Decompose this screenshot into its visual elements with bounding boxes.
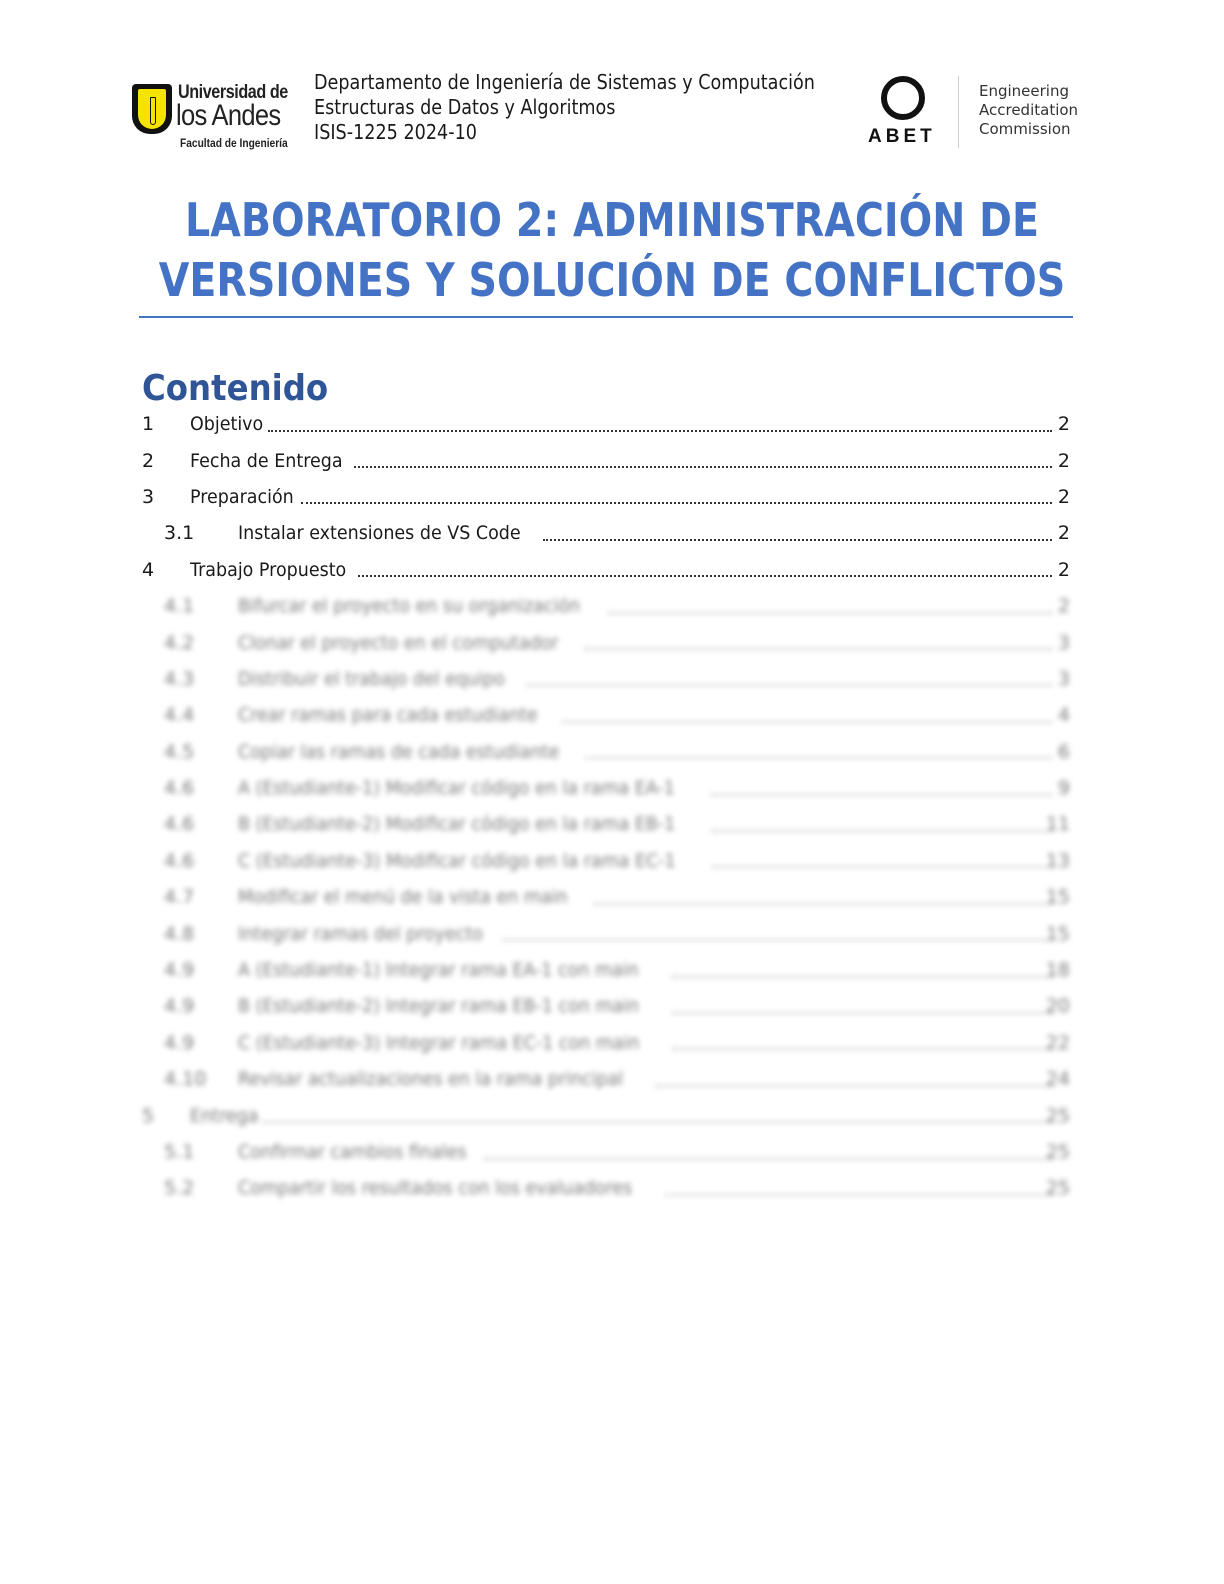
toc-entry-label[interactable]: Revisar actualizaciones en la rama principal	[238, 1068, 624, 1091]
toc-entry[interactable]	[142, 406, 1072, 442]
toc-entry-label[interactable]: Clonar el proyecto en el computador	[238, 631, 559, 654]
toc-entry-number: 4.9	[164, 959, 195, 982]
toc-dot-leader	[671, 975, 1052, 978]
toc-entry-text	[238, 741, 1052, 763]
toc-entry-label[interactable]: Compartir los resultados con los evaluadores	[238, 1177, 633, 1200]
toc-entry-label[interactable]: Instalar extensiones de VS Code	[238, 522, 521, 545]
toc-entry-label[interactable]: Preparación	[190, 485, 294, 508]
toc-entry-label[interactable]: C (Estudiante-3) Modificar código en la rama EC-1	[238, 849, 676, 872]
toc-entry[interactable]	[142, 624, 1072, 660]
toc-entry-page: 13	[1045, 849, 1070, 872]
department-name: Departamento de Ingeniería de Sistemas y Computación	[314, 70, 815, 94]
course-info	[314, 70, 815, 145]
toc-entry-text	[190, 413, 1052, 435]
toc-entry[interactable]	[142, 1170, 1072, 1206]
toc-entry-number: 1	[142, 413, 155, 436]
toc-entry-number: 3.1	[164, 522, 195, 545]
toc-entry-page: 25	[1045, 1141, 1070, 1163]
toc-entry-text	[238, 1032, 1052, 1054]
toc-entry-page: 24	[1045, 1068, 1070, 1091]
abet-divider	[958, 76, 959, 148]
toc-entry-number: 4.1	[164, 595, 195, 618]
toc-entry-number: 4.3	[164, 667, 195, 690]
toc-entry-number: 4.4	[164, 704, 195, 727]
toc-entry-number: 5	[142, 1104, 155, 1127]
toc-entry-page: 2	[1057, 558, 1070, 581]
toc-entry-page: 9	[1057, 777, 1070, 800]
toc-dot-leader	[268, 429, 1052, 432]
toc-entry-text	[238, 1141, 1052, 1163]
title-underline	[139, 316, 1073, 318]
toc-entry-label[interactable]: Fecha de Entrega	[190, 449, 343, 472]
toc-entry[interactable]	[142, 952, 1072, 988]
toc-entry-text	[238, 704, 1052, 726]
course-name: Estructuras de Datos y Algoritmos	[314, 95, 616, 119]
toc-entry-page: 3	[1057, 667, 1070, 690]
toc-entry-page: 25	[1045, 1104, 1070, 1127]
toc-entry-text	[238, 668, 1052, 690]
toc-entry[interactable]	[142, 1134, 1072, 1170]
course-code: ISIS-1225 2024-10	[314, 120, 478, 144]
toc-entry[interactable]	[142, 1097, 1072, 1133]
logo-university-line2: los Andes	[176, 99, 281, 132]
toc-entry-text	[238, 923, 1052, 945]
document-title	[0, 190, 1224, 310]
toc-entry-page: 22	[1045, 1031, 1070, 1054]
toc-entry-number: 4.2	[164, 631, 195, 654]
uniandes-shield-icon	[132, 84, 172, 134]
toc-entry-page: 2	[1057, 449, 1070, 472]
toc-dot-leader	[608, 611, 1052, 614]
toc-dot-leader	[584, 647, 1052, 650]
toc-entry-number: 4.6	[164, 813, 195, 836]
toc-entry-label[interactable]: A (Estudiante-1) Integrar rama EA-1 con main	[238, 959, 639, 982]
toc-entry-number: 5.2	[164, 1177, 195, 1200]
toc-entry-number: 4.6	[164, 849, 195, 872]
toc-entry[interactable]	[142, 734, 1072, 770]
toc-entry[interactable]	[142, 806, 1072, 842]
toc-entry-number: 4.6	[164, 777, 195, 800]
toc-entry-label[interactable]: Entrega	[190, 1104, 259, 1127]
toc-entry-page: 2	[1057, 413, 1070, 436]
toc-entry-text	[238, 1177, 1052, 1199]
uniandes-logo	[130, 82, 300, 152]
toc-dot-leader	[665, 1193, 1052, 1196]
toc-entry-page: 2	[1057, 485, 1070, 508]
abet-line1: Engineering	[979, 82, 1069, 100]
toc-dot-leader	[672, 1011, 1052, 1014]
toc-dot-leader	[354, 465, 1052, 468]
toc-entry-page: 2	[1057, 595, 1070, 618]
toc-entry-label[interactable]: C (Estudiante-3) Integrar rama EC-1 con main	[238, 1031, 640, 1054]
toc-entry[interactable]	[142, 1061, 1072, 1097]
toc-entry-number: 4.8	[164, 922, 195, 945]
abet-logo	[866, 72, 1096, 152]
toc-entry-text	[190, 559, 1052, 581]
toc-dot-leader	[526, 683, 1052, 686]
toc-dot-leader	[262, 1120, 1052, 1123]
toc-entry-label[interactable]: Distribuir el trabajo del equipo	[238, 667, 505, 690]
toc-entry-text	[238, 813, 1052, 835]
toc-entry-number: 4	[142, 558, 155, 581]
toc-entry-page: 20	[1045, 995, 1070, 1018]
toc-entry-label[interactable]: Modificar el menú de la vista en main	[238, 886, 568, 909]
toc-entry-text	[190, 1105, 1052, 1127]
abet-commission-name	[979, 82, 1078, 139]
toc-entry-label[interactable]: Copiar las ramas de cada estudiante	[238, 740, 560, 763]
page-header	[130, 70, 1095, 154]
toc-entry-page: 25	[1045, 1177, 1070, 1200]
toc-entry-label[interactable]: B (Estudiante-2) Modificar código en la rama EB-1	[238, 813, 676, 836]
toc-dot-leader	[594, 902, 1052, 905]
toc-entry[interactable]	[142, 515, 1072, 551]
toc-dot-leader	[484, 1157, 1052, 1160]
title-line1: LABORATORIO 2: ADMINISTRACIÓN DE	[185, 193, 1039, 247]
abet-line3: Commission	[979, 120, 1071, 138]
toc-entry-text	[238, 995, 1052, 1017]
toc-entry-label[interactable]: Bifurcar el proyecto en su organización	[238, 595, 581, 618]
toc-entry-text	[238, 595, 1052, 617]
toc-entry-text	[190, 450, 1052, 472]
toc-entry-page: 18	[1045, 959, 1070, 982]
title-line2: VERSIONES Y SOLUCIÓN DE CONFLICTOS	[158, 253, 1066, 307]
toc-dot-leader	[543, 538, 1052, 541]
toc-dot-leader	[712, 865, 1052, 868]
toc-entry-label[interactable]: A (Estudiante-1) Modificar código en la rama EA-1	[238, 777, 675, 800]
toc-entry-text	[238, 522, 1052, 544]
toc-entry-number: 4.9	[164, 1031, 195, 1054]
toc-entry-label[interactable]: Confirmar cambios finales	[238, 1141, 467, 1163]
table-of-contents	[142, 406, 1072, 1207]
toc-entry-page: 4	[1057, 704, 1070, 727]
toc-dot-leader	[585, 756, 1052, 759]
toc-entry[interactable]	[142, 988, 1072, 1024]
toc-entry[interactable]	[142, 770, 1072, 806]
abet-ring-icon	[881, 76, 925, 120]
toc-entry-number: 5.1	[164, 1141, 195, 1163]
toc-dot-leader	[358, 574, 1052, 577]
toc-entry-text	[238, 1068, 1052, 1090]
toc-dot-leader	[655, 1084, 1052, 1087]
toc-entry-page: 11	[1045, 813, 1070, 836]
toc-dot-leader	[672, 1047, 1052, 1050]
toc-entry-label[interactable]: Trabajo Propuesto	[190, 558, 347, 581]
toc-entry[interactable]	[142, 915, 1072, 951]
abet-wordmark: ABET	[868, 126, 936, 147]
toc-entry-number: 2	[142, 449, 155, 472]
logo-university-line1: Universidad de	[178, 82, 288, 103]
toc-entry-page: 2	[1057, 522, 1070, 545]
toc-entry[interactable]	[142, 588, 1072, 624]
toc-entry-number: 4.7	[164, 886, 195, 909]
toc-entry-text	[238, 959, 1052, 981]
toc-entry[interactable]	[142, 879, 1072, 915]
toc-heading: Contenido	[142, 368, 329, 409]
toc-entry-page: 15	[1045, 886, 1070, 909]
toc-entry[interactable]	[142, 1025, 1072, 1061]
toc-entry-number: 4.9	[164, 995, 195, 1018]
logo-faculty: Facultad de Ingeniería	[180, 136, 288, 150]
toc-entry-number: 4.5	[164, 740, 195, 763]
toc-dot-leader	[562, 720, 1052, 723]
toc-entry-text	[238, 850, 1052, 872]
toc-dot-leader	[301, 501, 1052, 504]
toc-entry[interactable]	[142, 552, 1072, 588]
toc-entry-label[interactable]: Crear ramas para cada estudiante	[238, 704, 538, 727]
toc-entry[interactable]	[142, 697, 1072, 733]
toc-entry-label[interactable]: Integrar ramas del proyecto	[238, 922, 483, 945]
abet-line2: Accreditation	[979, 101, 1079, 119]
toc-entry-text	[190, 486, 1052, 508]
toc-entry-text	[238, 777, 1052, 799]
toc-entry-label[interactable]: B (Estudiante-2) Integrar rama EB-1 con main	[238, 995, 640, 1018]
toc-entry[interactable]	[142, 479, 1072, 515]
toc-entry-number: 3	[142, 485, 155, 508]
toc-entry[interactable]	[142, 661, 1072, 697]
toc-entry[interactable]	[142, 843, 1072, 879]
toc-entry-text	[238, 632, 1052, 654]
toc-entry-label[interactable]: Objetivo	[190, 413, 264, 436]
toc-entry-number: 4.10	[164, 1068, 207, 1091]
toc-entry-page: 15	[1045, 922, 1070, 945]
toc-entry-text	[238, 886, 1052, 908]
toc-dot-leader	[711, 793, 1052, 796]
toc-dot-leader	[502, 938, 1052, 941]
toc-entry-page: 6	[1057, 740, 1070, 763]
toc-entry[interactable]	[142, 442, 1072, 478]
toc-dot-leader	[711, 829, 1052, 832]
toc-entry-page: 3	[1057, 631, 1070, 654]
